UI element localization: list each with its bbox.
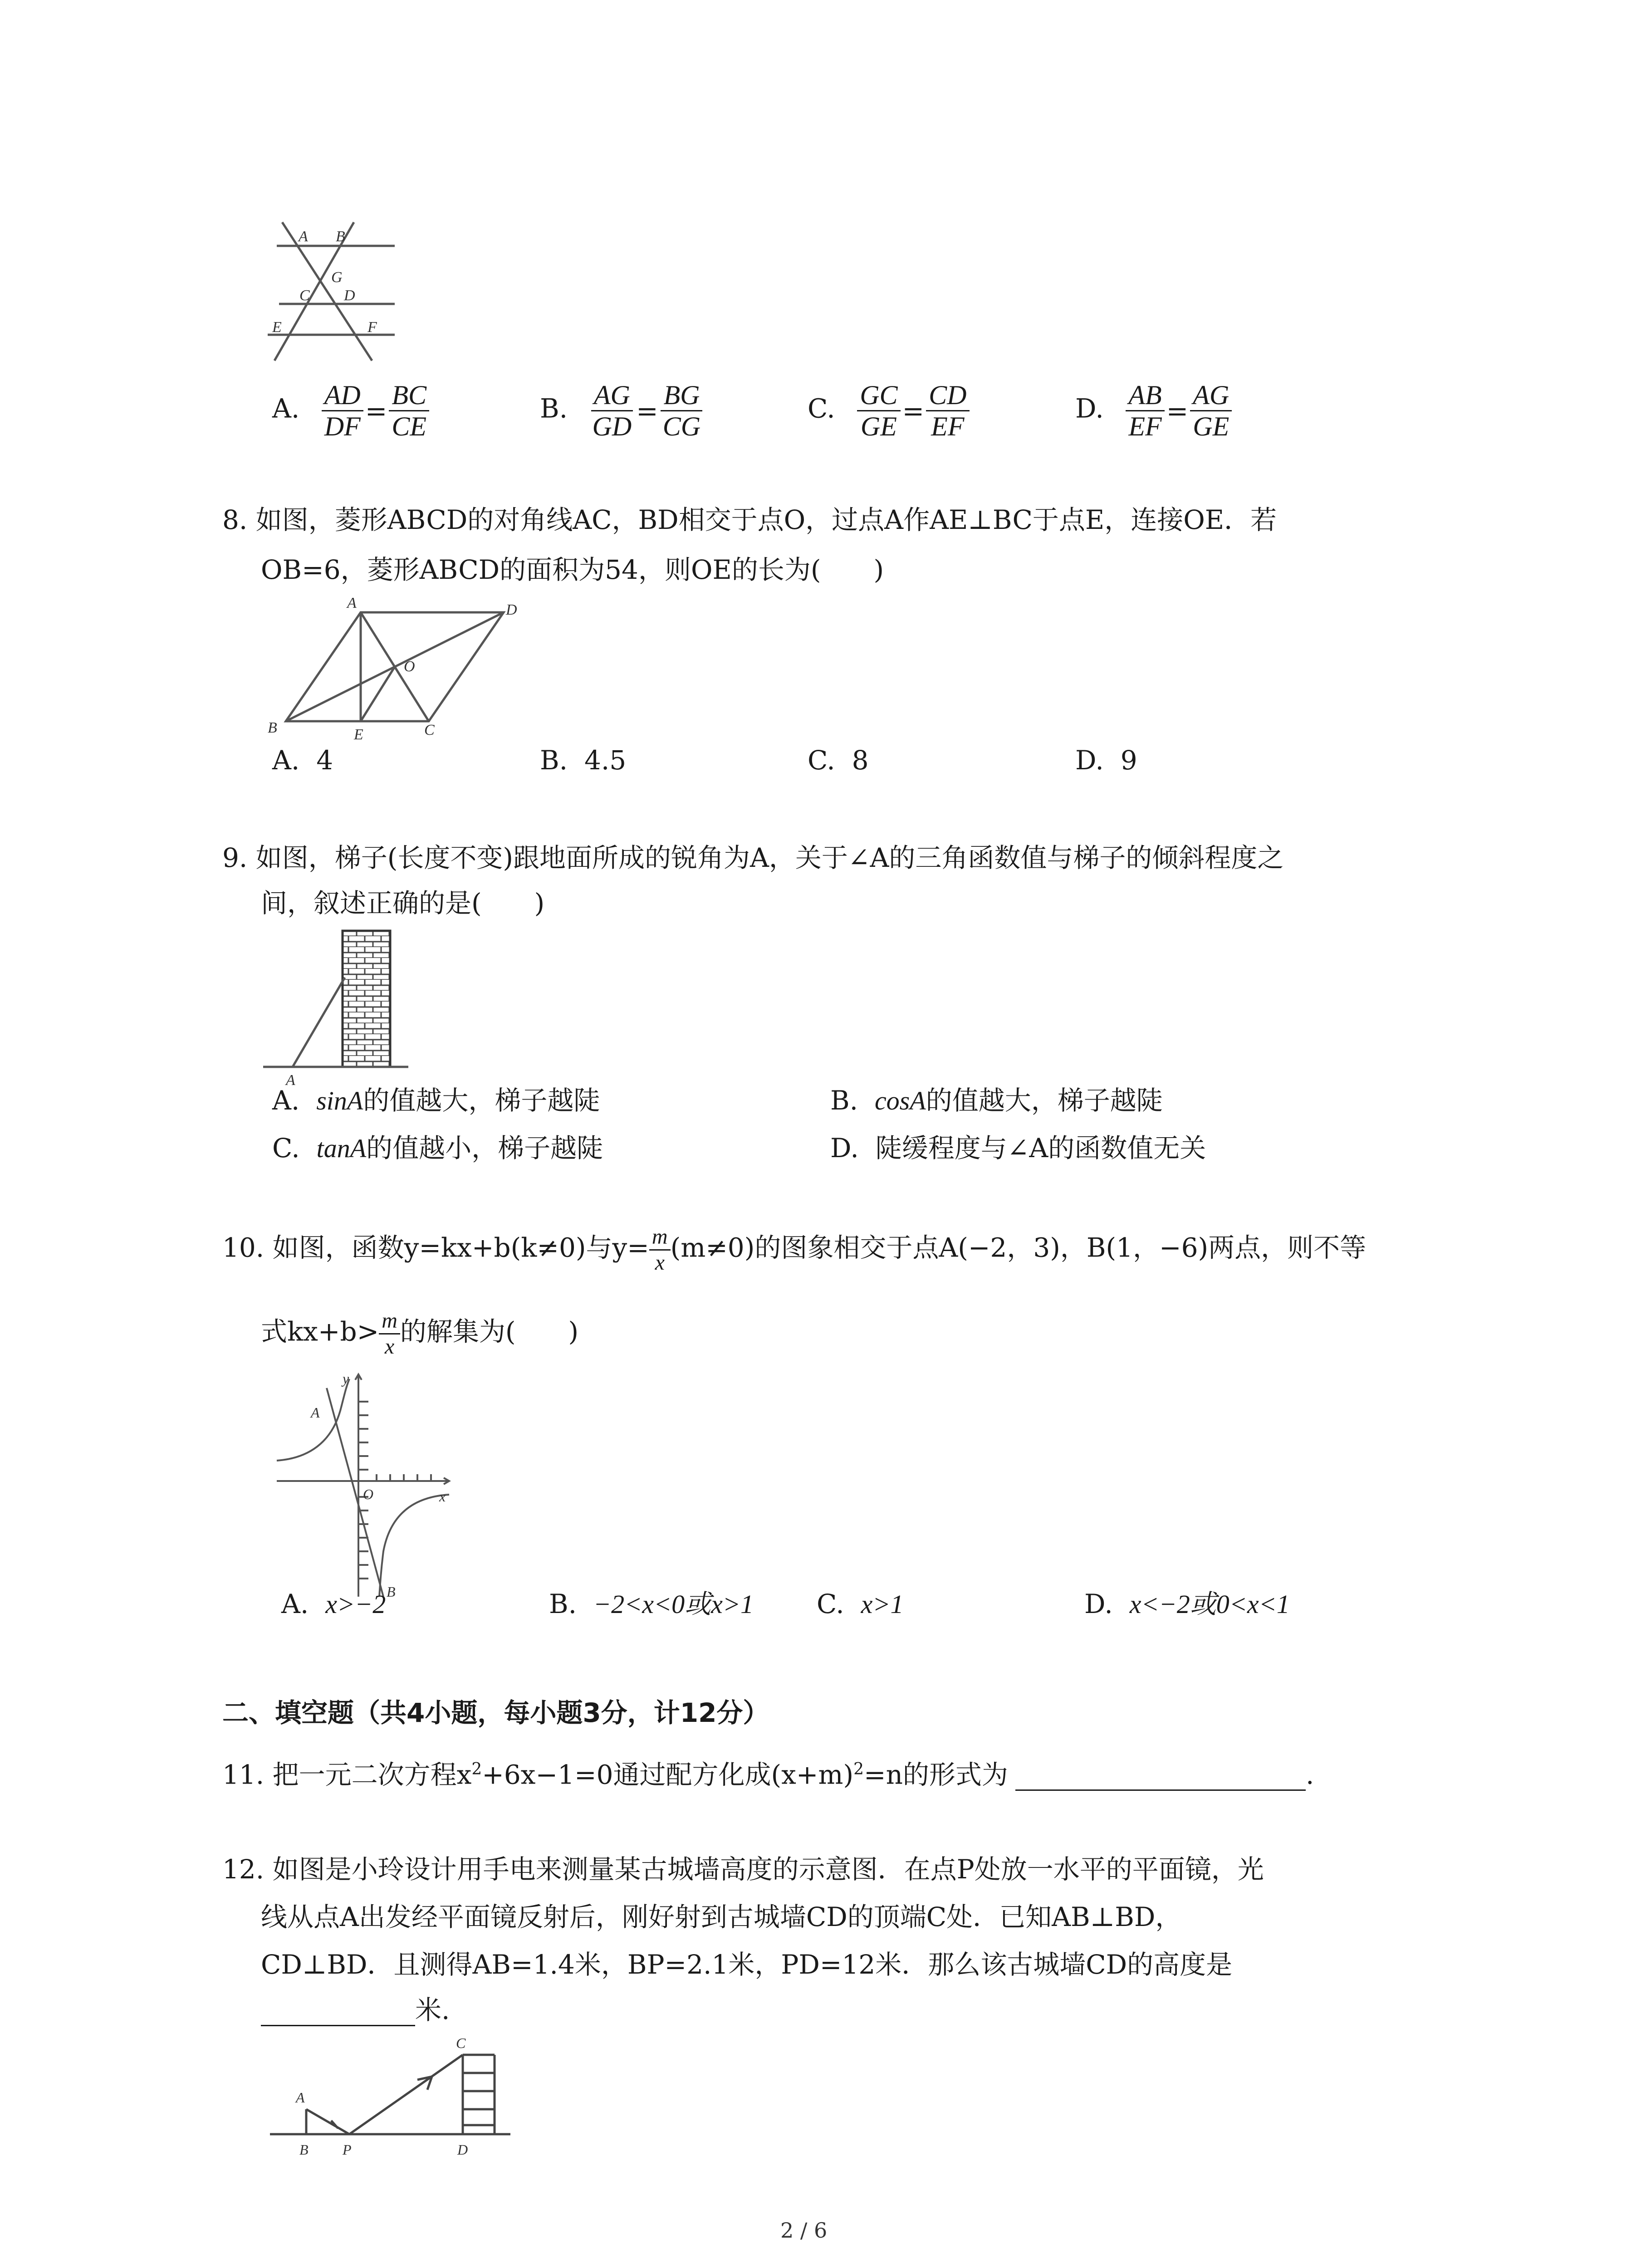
q7-option-c[interactable]: C. $\frac{GC}{GE}$ = $\frac{CD}{EF}$ bbox=[808, 380, 970, 441]
q7-label-f: F bbox=[367, 319, 377, 336]
q8-stem-line2: OB=6，菱形ABCD的面积为54，则OE的长为( ) bbox=[261, 554, 884, 585]
q8-option-c[interactable]: C. 8 bbox=[808, 745, 869, 776]
q7-figure bbox=[259, 213, 413, 372]
q8-option-d[interactable]: D. 9 bbox=[1075, 745, 1137, 776]
q7-option-b[interactable]: B. $\frac{AG}{GD}$ = $\frac{BG}{CG}$ bbox=[540, 380, 703, 441]
q10-option-d[interactable]: D. x<−2或0<x<1 bbox=[1084, 1589, 1290, 1619]
q10-label-x: x bbox=[439, 1488, 446, 1505]
q7-label-e: E bbox=[272, 319, 282, 336]
q12-label-p: P bbox=[343, 2141, 352, 2158]
q11-answer-blank[interactable] bbox=[1015, 1762, 1306, 1791]
q7-label-g: G bbox=[331, 269, 343, 286]
q8-label-b: B bbox=[268, 719, 277, 736]
q12-label-b: B bbox=[299, 2141, 309, 2158]
q8-label-c: C bbox=[424, 722, 435, 738]
q8-option-a[interactable]: A. 4 bbox=[272, 745, 333, 776]
q8-option-b[interactable]: B. 4.5 bbox=[540, 745, 627, 776]
q12-figure bbox=[263, 2028, 517, 2159]
q9-option-d[interactable]: D. 陡缓程度与∠A的函数值无关 bbox=[830, 1133, 1206, 1163]
q9-stem-line2: 间，叙述正确的是( ) bbox=[261, 888, 545, 919]
q9-option-c[interactable]: C. tanA的值越小，梯子越陡 bbox=[272, 1133, 603, 1163]
q10-figure bbox=[268, 1370, 458, 1606]
q10-label-a: A bbox=[311, 1404, 320, 1421]
q9-option-b[interactable]: B. cosA的值越大，梯子越陡 bbox=[830, 1085, 1163, 1116]
q7-option-d[interactable]: D. $\frac{AB}{EF}$ = $\frac{AG}{GE}$ bbox=[1075, 380, 1232, 441]
q9-figure bbox=[259, 925, 413, 1089]
q8-figure bbox=[259, 592, 531, 746]
q12-stem-line4: 米. bbox=[261, 1994, 450, 2026]
q8-label-o: O bbox=[404, 658, 415, 675]
q10-stem-line1: 10. 如图，函数y=kx+b(k≠0)与y= $\frac{m}{x}$ (m≠0)的图象相交于点A(−2，3)，B(1，−6)两点，则不等 bbox=[222, 1225, 1367, 1275]
section-2-title: 二、填空题（共4小题，每小题3分，计12分） bbox=[222, 1697, 769, 1728]
q8-label-e: E bbox=[354, 726, 363, 743]
q12-stem-line3: CD⊥BD．且测得AB=1.4米，BP=2.1米，PD=12米．那么该古城墙CD的高度是 bbox=[261, 1949, 1233, 1980]
q7-option-a[interactable]: A. $\frac{AD}{DF}$ = $\frac{BC}{CE}$ bbox=[272, 380, 429, 441]
q7-label-b: B bbox=[336, 228, 345, 245]
q10-stem-line2: 式kx+b> $\frac{m}{x}$ 的解集为( ) bbox=[261, 1309, 579, 1359]
page-number: 2 / 6 bbox=[780, 2218, 828, 2243]
q9-label-a: A bbox=[286, 1072, 295, 1089]
q9-stem-line1: 9. 如图，梯子(长度不变)跟地面所成的锐角为A，关于∠A的三角函数值与梯子的倾斜程度之 bbox=[222, 842, 1284, 873]
q12-stem-line2: 线从点A出发经平面镜反射后，刚好射到古城墙CD的顶端C处．已知AB⊥BD， bbox=[261, 1901, 1182, 1932]
q8-label-d: D bbox=[506, 601, 517, 618]
q7-label-c: C bbox=[299, 287, 310, 304]
q10-label-b: B bbox=[387, 1584, 396, 1600]
q12-label-a: A bbox=[296, 2089, 305, 2106]
q10-option-b[interactable]: B. −2<x<0或x>1 bbox=[549, 1589, 754, 1619]
q12-label-d: D bbox=[457, 2141, 468, 2158]
q10-label-o: O bbox=[363, 1486, 374, 1502]
q11-stem: 11. 把一元二次方程$x^2+6x-1=0$通过配方化成$(x+m)^2=n$的形式为 . bbox=[222, 1759, 1314, 1790]
q7-label-d: D bbox=[344, 287, 355, 304]
q12-stem-line1: 12. 如图是小玲设计用手电来测量某古城墙高度的示意图．在点P处放一水平的平面镜，光 bbox=[222, 1854, 1264, 1885]
q12-answer-blank[interactable] bbox=[261, 1998, 415, 2026]
q7-label-a: A bbox=[299, 228, 308, 245]
q10-option-c[interactable]: C. x>1 bbox=[817, 1589, 904, 1619]
q10-option-a[interactable]: A. x>−2 bbox=[281, 1589, 386, 1619]
q12-label-c: C bbox=[456, 2035, 466, 2051]
q9-option-a[interactable]: A. sinA的值越大，梯子越陡 bbox=[272, 1085, 600, 1116]
q10-label-y: y bbox=[343, 1370, 349, 1387]
q8-stem-line1: 8. 如图，菱形ABCD的对角线AC，BD相交于点O，过点A作AE⊥BC于点E，连接OE．若 bbox=[222, 504, 1277, 535]
q8-label-a: A bbox=[347, 595, 357, 611]
